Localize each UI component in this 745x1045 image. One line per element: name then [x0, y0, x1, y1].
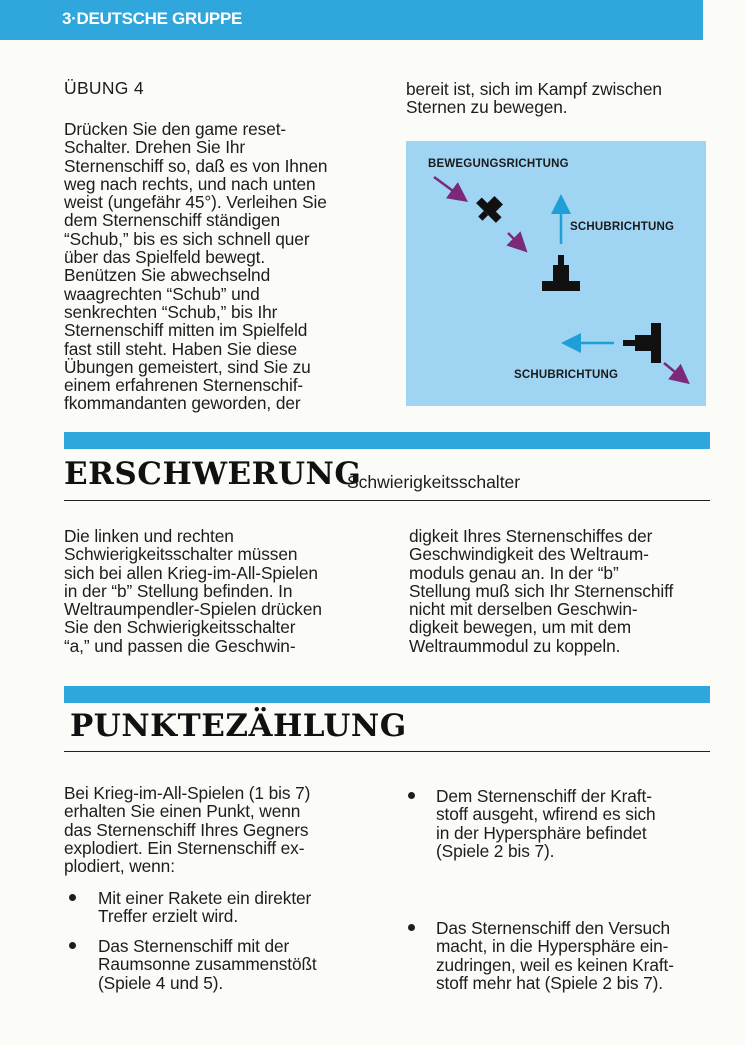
subheading-erschwerung: Schwierigkeitsschalter	[347, 472, 521, 492]
header-bar	[0, 0, 703, 40]
erschwerung-right-text: digkeit Ihres Sternenschiffes der Geschwindigkeit des Weltraum- moduls genau an. In der “b” Stellung muß sich Ihr Sternenschiff nicht mit derselben Geschwin- digkeit bewegen, um mit dem Weltraummodul zu koppeln.	[409, 526, 674, 656]
bullet-right-1: Dem Sternenschiff der Kraft- stoff ausgeht, wfirend es sich in der Hypersphäre befindet (Spiele 2 bis 7).	[436, 786, 656, 861]
heading-erschwerung: ERSCHWERUNG	[64, 456, 362, 492]
rule-erschwerung	[64, 500, 710, 501]
thrust-diagram-graphic	[406, 141, 706, 406]
bullet-left-1: Mit einer Rakete ein direkter Treffer erzielt wird.	[98, 888, 312, 927]
exercise-right-text: bereit ist, sich im Kampf zwischen Sternen zu bewegen.	[406, 79, 662, 118]
motion-arrow-out	[508, 233, 524, 249]
bullet-icon	[408, 924, 415, 931]
exercise-left-text: Drücken Sie den game reset- Schalter. Drehen Sie Ihr Sternenschiff so, daß es von Ihnen weg nach rechts, und nach unten weist (ungefähr 45°). Verleihen Sie dem Sternenschiff ständigen “Schub,” bis es sich schnell quer über das Spielfeld bewegt. Benützen Sie abwechselnd waagrechten “Schub” und senkrechten “Schub,” bis Ihr Sternenschiff mitten im Spielfeld fast still steht. Haben Sie diese Übungen gemeistert, sind Sie zu einem erfahrenen Sternenschif- fkommandanten geworden, der	[64, 119, 328, 414]
section-band-punktezaehlung	[64, 686, 710, 703]
motion-arrow-down	[664, 363, 686, 381]
label-direction: BEWEGUNGSRICHTUNG	[428, 158, 569, 170]
motion-arrow-in	[434, 177, 464, 199]
bullet-icon	[69, 942, 76, 949]
ship-upright-icon	[542, 255, 580, 291]
label-thrust-bottom: SCHUBRICHTUNG	[514, 369, 619, 381]
bullet-icon	[408, 792, 415, 799]
thrust-diagram	[406, 141, 706, 406]
section-band-erschwerung	[64, 432, 710, 449]
bullet-icon	[69, 894, 76, 901]
bullet-right-2: Das Sternenschiff den Versuch macht, in die Hypersphäre ein- zudringen, weil es keinen Kraft- stoff mehr hat (Spiele 2 bis 7).	[436, 918, 674, 993]
page-title: 3·DEUTSCHE GRUPPE	[62, 9, 243, 28]
bullet-left-2: Das Sternenschiff mit der Raumsonne zusammenstößt (Spiele 4 und 5).	[98, 936, 317, 993]
rule-punktezaehlung	[64, 751, 710, 752]
punktezaehlung-intro: Bei Krieg-im-All-Spielen (1 bis 7) erhalten Sie einen Punkt, wenn das Sternenschiff Ihres Gegners explodiert. Ein Sternenschiff ex- plodiert, wenn:	[64, 783, 311, 877]
ship-sideways-icon	[623, 323, 661, 363]
ship-tilted-icon	[470, 190, 508, 228]
erschwerung-left-text: Die linken und rechten Schwierigkeitsschalter müssen sich bei allen Krieg-im-All-Spielen in der “b” Stellung befinden. In Weltraumpendler-Spielen drücken Sie den Schwierigkeitsschalter “a,” und passen die Geschwin-	[64, 526, 322, 656]
exercise-title: ÜBUNG 4	[64, 78, 144, 98]
heading-punktezaehlung: PUNKTEZÄHLUNG	[70, 708, 407, 744]
label-thrust-top: SCHUBRICHTUNG	[570, 221, 675, 233]
